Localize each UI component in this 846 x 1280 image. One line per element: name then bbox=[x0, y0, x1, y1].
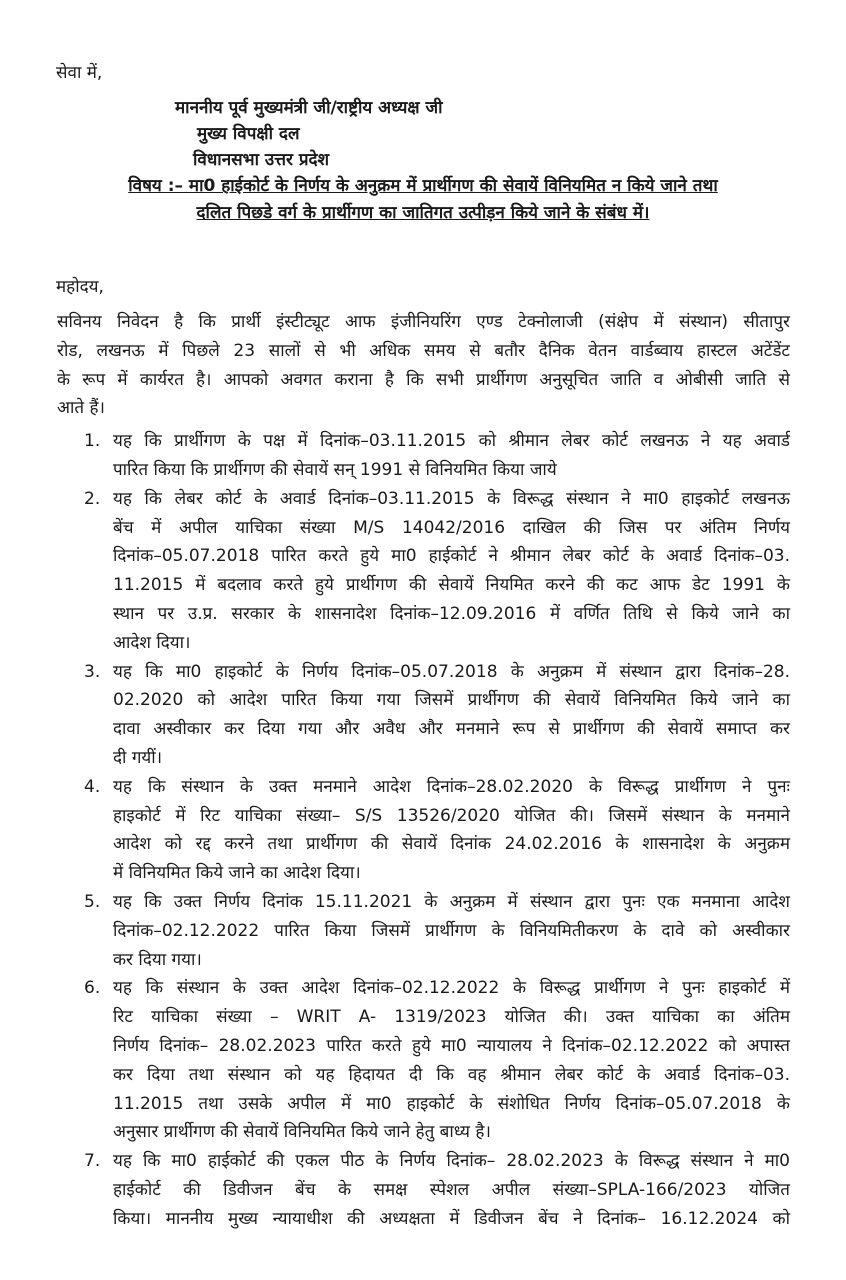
text-line: 11.2015 तथा उसके अपील में मा0 हाइकोर्ट के संशोधित निर्णय दिनांक–05.07.2018 के bbox=[113, 1093, 790, 1114]
text-line: में विनियमित किये जाने का आदेश दिया। bbox=[113, 863, 361, 884]
text-line: आते हैं। bbox=[57, 398, 105, 419]
list-number: 7. bbox=[84, 1151, 101, 1172]
greeting: महोदय, bbox=[56, 277, 104, 297]
text-line: यह कि मा0 हाईकोर्ट की एकल पीठ के निर्णय दिनांक– 28.02.2023 के विरूद्ध संस्थान ने मा0 bbox=[113, 1151, 790, 1172]
text-line: स्थान पर उ.प्र. सरकार के शासनादेश दिनांक–12.09.2016 में वर्णित तिथि से किये जाने का bbox=[113, 604, 790, 624]
list-number: 5. bbox=[84, 892, 101, 912]
list-number: 4. bbox=[84, 776, 101, 797]
text-line: रोड, लखनऊ में पिछले 23 सालों से भी अधिक समय से बतौर दैनिक वेतन वार्डब्वाय हास्टल अटेंडेंट bbox=[57, 340, 790, 361]
text-line: यह कि उक्त निर्णय दिनांक 15.11.2021 के अनुक्रम में संस्थान द्वारा पुनः एक मनमाना आदेश bbox=[113, 892, 790, 912]
text-line: यह कि प्रार्थीगण के पक्ष में दिनांक–03.11.2015 को श्रीमान लेबर कोर्ट लखनऊ ने यह अवार्ड bbox=[113, 431, 790, 452]
text-line: पारित किया कि प्रार्थीगण की सेवायें सन् 1991 से विनियमित किया जाये bbox=[113, 460, 557, 480]
text-line: यह कि लेबर कोर्ट के अवार्ड दिनांक–03.11.2015 के विरूद्ध संस्थान ने मा0 हाइकोर्ट लखनऊ bbox=[113, 488, 790, 509]
text-line: दिनांक–02.12.2022 पारित किया जिसमें प्रार्थीगण के विनियमितीकरण के दावे को अस्वीकार bbox=[113, 920, 790, 941]
text-line: आदेश को रद्द करने तथा प्रार्थीगण की सेवायें दिनांक 24.02.2016 के शासनादेश के अनुक्रम bbox=[113, 834, 790, 855]
text-line: 02.2020 को आदेश पारित किया गया जिसमें प्रार्थीगण की सेवायें विनियमित किये जाने का bbox=[113, 690, 790, 711]
text-line: निर्णय दिनांक– 28.02.2023 पारित करते हुये मा0 न्यायालय ने दिनांक–02.12.2022 को अपास्त bbox=[113, 1036, 790, 1056]
text-line: आदेश दिया। bbox=[113, 632, 191, 653]
text-line: कर दिया गया। bbox=[113, 949, 202, 970]
list-number: 3. bbox=[84, 661, 101, 682]
text-line: यह कि संस्थान के उक्त मनमाने आदेश दिनांक–28.02.2020 के विरूद्ध प्रार्थीगण ने पुनः bbox=[113, 776, 790, 797]
text-line: दिनांक–05.07.2018 पारित करते हुये मा0 हाईकोर्ट ने श्रीमान लेबर कोर्ट के अवार्ड दिनांक–03. bbox=[113, 546, 790, 567]
subject-line: विषय :– मा0 हाईकोर्ट के निर्णय के अनुक्रम में प्रार्थीगण की सेवायें विनियमित न किये जाने तथा bbox=[128, 176, 718, 196]
text-line: हाईकोर्ट की डिवीजन बेंच के समक्ष स्पेशल अपील संख्या–SPLA-166/2023 योजित bbox=[113, 1180, 790, 1200]
addressee-line: मुख्य विपक्षी दल bbox=[197, 124, 300, 144]
text-line: सविनय निवेदन है कि प्रार्थी इंस्टीट्यूट आफ इंजीनियरिंग एण्ड टेक्नोलाजी (संक्षेप में संस्थान) सीतापुर bbox=[57, 312, 790, 332]
addressee-line: माननीय पूर्व मुख्यमंत्री जी/राष्ट्रीय अध्यक्ष जी bbox=[175, 98, 443, 118]
list-number: 6. bbox=[84, 978, 101, 999]
text-line: अनुसार प्रार्थीगण की सेवायें विनियमित किये जाने हेतु बाध्य है। bbox=[113, 1122, 491, 1143]
text-line: किया। माननीय मुख्य न्यायाधीश की अध्यक्षता में डिवीजन बेंच ने दिनांक– 16.12.2024 को bbox=[113, 1208, 790, 1229]
subject-line: दलित पिछडे वर्ग के प्रार्थीगण का जातिगत उत्पीड़न किये जाने के संबंध में। bbox=[196, 203, 650, 223]
text-line: 11.2015 में बदलाव करते हुये प्रार्थीगण की सेवायें नियमित करने की कट आफ डेट 1991 के bbox=[113, 575, 790, 596]
salutation-to: सेवा में, bbox=[56, 63, 103, 83]
text-line: हाइकोर्ट में रिट याचिका संख्या– S/S 13526/2020 योजित की। जिसमें संस्थान के मनमाने bbox=[113, 805, 790, 826]
list-number: 2. bbox=[84, 488, 101, 509]
list-number: 1. bbox=[84, 431, 101, 452]
text-line: के रूप में कार्यरत है। आपको अवगत कराना है कि सभी प्रार्थीगण अनुसूचित जाति व ओबीसी जाति से bbox=[57, 369, 790, 390]
text-line: दावा अस्वीकार कर दिया गया और अवैध और मनमाने रूप से प्रार्थीगण की सेवायें समाप्त कर bbox=[113, 719, 790, 740]
text-line: यह कि मा0 हाइकोर्ट के निर्णय दिनांक–05.07.2018 के अनुक्रम में संस्थान द्वारा दिनांक–28. bbox=[113, 661, 790, 682]
addressee-line: विधानसभा उत्तर प्रदेश bbox=[193, 150, 330, 170]
text-line: बेंच में अपील याचिका संख्या M/S 14042/2016 दाखिल की जिस पर अंतिम निर्णय bbox=[113, 517, 790, 538]
text-line: कर दिया तथा संस्थान को यह हिदायत दी कि वह श्रीमान लेबर कोर्ट के अवार्ड दिनांक–03. bbox=[113, 1064, 790, 1085]
text-line: रिट याचिका संख्या – WRIT A- 1319/2023 योजित की। उक्त याचिका का अंतिम bbox=[113, 1007, 790, 1028]
text-line: दी गयीं। bbox=[113, 748, 163, 768]
text-line: यह कि संस्थान के उक्त आदेश दिनांक–02.12.2022 के विरूद्ध प्रार्थीगण ने पुनः हाइकोर्ट में bbox=[113, 978, 790, 999]
